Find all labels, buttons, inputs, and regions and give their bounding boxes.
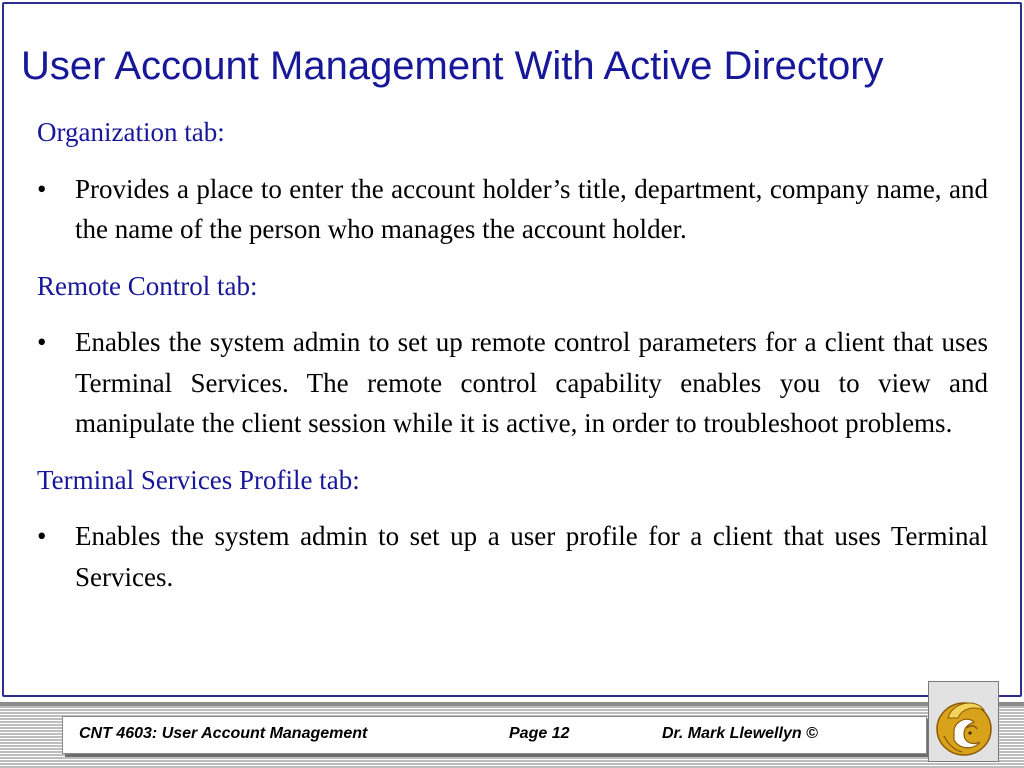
pegasus-logo-icon [934, 692, 994, 758]
logo-box [928, 681, 999, 762]
bullet-text: Provides a place to enter the account holder’s title, department, company name, and the name of the person who manages the account holder. [75, 173, 988, 244]
section-heading-terminal-services: Terminal Services Profile tab: [37, 464, 360, 495]
slide-content [37, 112, 988, 613]
bullet-terminal-services [37, 516, 988, 597]
bullet-remote-control [37, 322, 988, 444]
section-heading-organization: Organization tab: [37, 117, 225, 147]
footer-author: Dr. Mark Llewellyn © [662, 725, 818, 742]
section-heading-remote-control: Remote Control tab: [37, 270, 258, 301]
footer-course: CNT 4603: User Account Management [79, 725, 368, 742]
bullet-text: Enables the system admin to set up a user profile for a client that uses Terminal Services. [75, 521, 988, 592]
bullet-organization [37, 169, 988, 250]
bullet-icon: • [37, 327, 47, 357]
bullet-text: Enables the system admin to set up remote control parameters for a client that uses Terminal Services. The remote control capability enables you to view and manipulate the client session while it is active, in order to troubleshoot problems. [75, 327, 988, 438]
slide-title: User Account Management With Active Directory [21, 44, 884, 88]
footer-page-number: Page 12 [509, 725, 570, 742]
bullet-icon: • [37, 521, 47, 551]
bullet-icon: • [37, 173, 47, 204]
